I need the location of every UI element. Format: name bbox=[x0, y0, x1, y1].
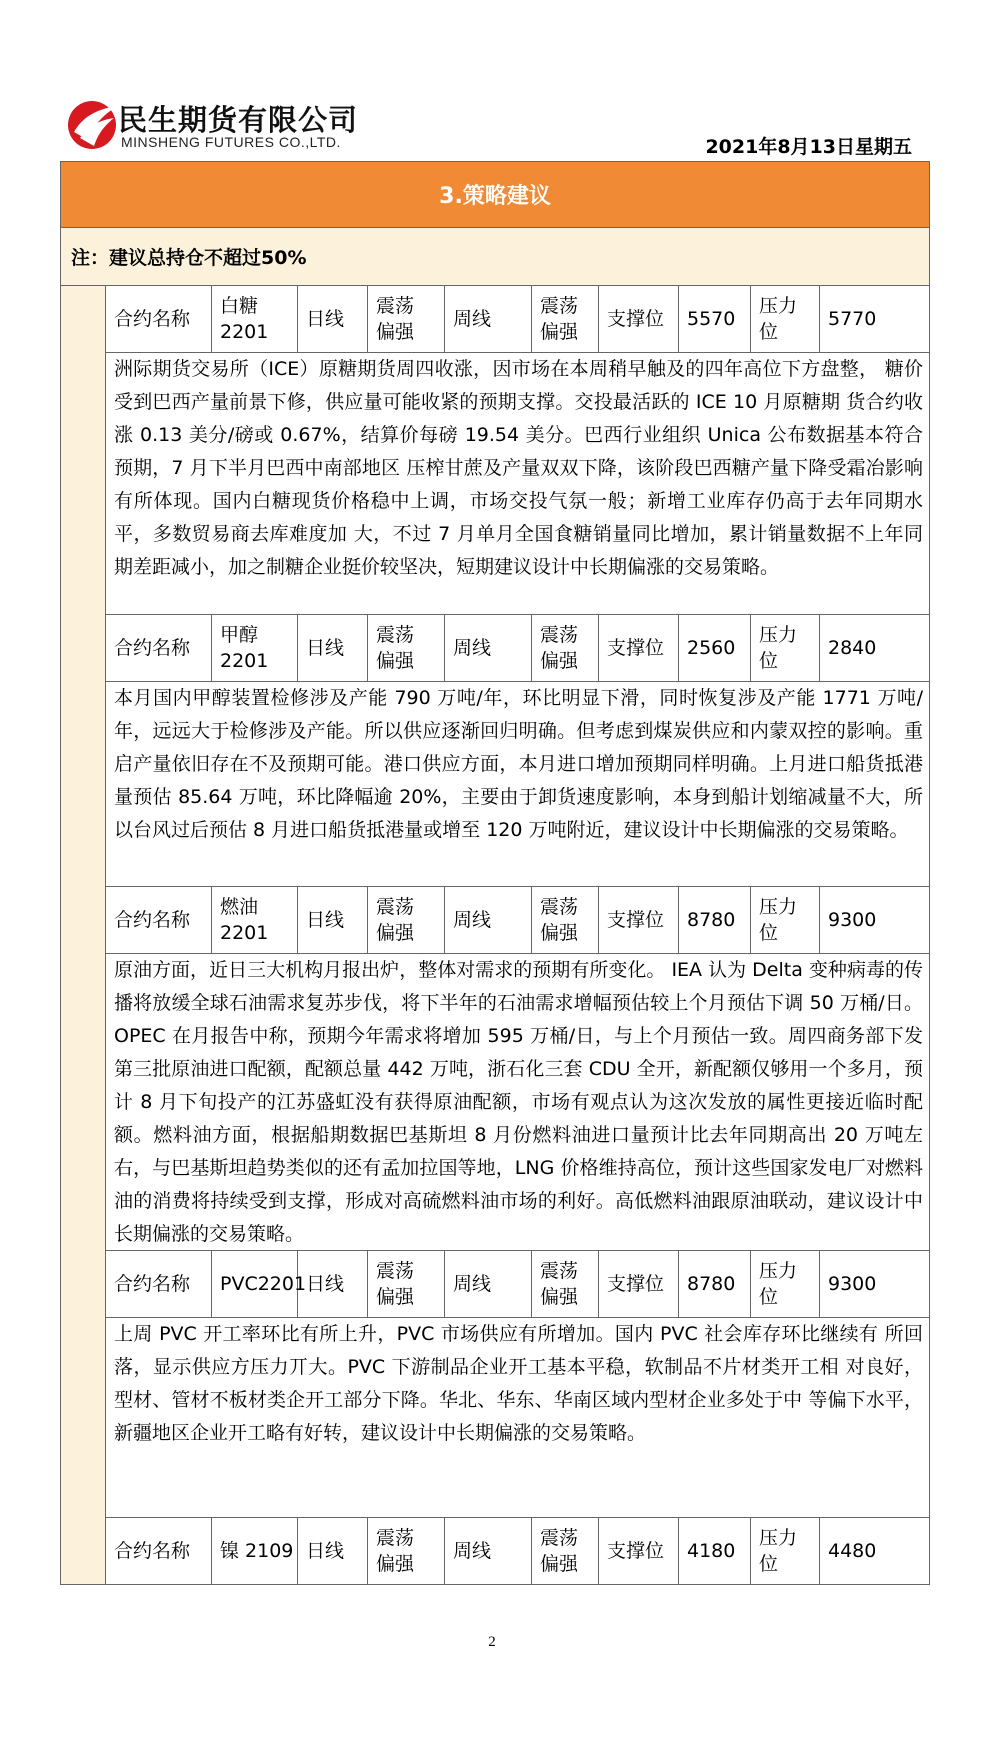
support-label: 支撑位 bbox=[599, 1251, 679, 1317]
daily-value: 震荡 偏强 bbox=[368, 286, 445, 352]
contract-label: 合约名称 bbox=[106, 286, 212, 352]
weekly-label: 周线 bbox=[445, 1251, 532, 1317]
pressure-value: 9300 bbox=[828, 1273, 877, 1295]
daily-label: 日线 bbox=[298, 887, 368, 953]
report-date: 2021年8月13日星期五 bbox=[705, 136, 912, 158]
analysis-text: 原油方面，近日三大机构月报出炉，整体对需求的预期有所变化。 IEA 认为 Delta 变种病毒的传播将放缓全球石油需求复苏步伐，将下半年的石油需求增幅预估较上个月预估下调 50 万桶/日。OPEC 在月报告中称，预期今年需求将增加 595 万桶/日，与上个月预估一致。周四商务部下发第三批原油进口配额，配额总量 442 万吨，浙石化三套 CDU 全开，新配额仅够用一个多月，预计 8 月下旬投产的江苏盛虹没有获得原油配额，市场有观点认为这次发放的属性更接近临时配额。燃料油方面，根据船期数据巴基斯坦 8 月份燃料油进口量预计比去年同期高出 20 万吨左右，与巴基斯坦趋势类似的还有孟加拉国等地，LNG 价格维持高位，预计这些国家发电厂对燃料油的消费将持续受到支撑，形成对高硫燃料油市场的利好。高低燃料油跟原油联动，建议设计中长期偏涨的交易策略。 bbox=[106, 954, 929, 1251]
analysis-text: 上周 PVC 开工率环比有所上升，PVC 市场供应有所增加。国内 PVC 社会库存环比继续有 所回落，显示供应方压力丌大。PVC 下游制品企业开工基本平稳，软制品不片材类开工相 对良好，型材、管材不板材类企开工部分下降。华北、华东、华南区域内型材企业多处于中 等偏下水平，新疆地区企业开工略有好转，建议设计中长期偏涨的交易策略。 bbox=[106, 1318, 929, 1518]
support-label: 支撑位 bbox=[599, 615, 679, 681]
table-row bbox=[106, 1518, 929, 1584]
table-row bbox=[106, 615, 929, 682]
analysis-text: 本月国内甲醇装置检修涉及产能 790 万吨/年，环比明显下滑，同时恢复涉及产能 1771 万吨/年，远远大于检修涉及产能。所以供应逐渐回归明确。但考虑到煤炭供应和内蒙双控的影响。重启产量依旧存在不及预期可能。港口供应方面，本月进口增加预期同样明确。上月进口船货抵港量预估 85.64 万吨，环比降幅逾 20%，主要由于卸货速度影响，本身到船计划缩减量不大，所以台风过后预估 8 月进口船货抵港量或增至 120 万吨附近，建议设计中长期偏涨的交易策略。 bbox=[106, 682, 929, 887]
pressure-value: 2840 bbox=[828, 637, 877, 659]
strategy-table bbox=[60, 161, 930, 1585]
support-label: 支撑位 bbox=[599, 887, 679, 953]
weekly-label: 周线 bbox=[445, 887, 532, 953]
weekly-value: 震荡 偏强 bbox=[532, 615, 599, 681]
table-row bbox=[106, 887, 929, 954]
contract-value: 白糖 2201 bbox=[212, 286, 298, 352]
company-logo bbox=[64, 94, 364, 154]
support-value: 4180 bbox=[679, 1518, 751, 1584]
table-body bbox=[60, 286, 930, 1585]
pressure-value: 9300 bbox=[828, 909, 877, 931]
contract-label: 合约名称 bbox=[106, 1518, 212, 1584]
weekly-value: 震荡 偏强 bbox=[532, 1251, 599, 1317]
daily-value: 震荡 偏强 bbox=[368, 1251, 445, 1317]
minsheng-logo-icon bbox=[64, 94, 124, 154]
daily-value: 震荡 偏强 bbox=[368, 615, 445, 681]
support-value: 8780 bbox=[679, 887, 751, 953]
pressure-label: 压力 位 bbox=[751, 286, 820, 352]
support-value: 5570 bbox=[679, 286, 751, 352]
daily-label: 日线 bbox=[298, 615, 368, 681]
contract-label: 合约名称 bbox=[106, 887, 212, 953]
pressure-label: 压力 位 bbox=[751, 887, 820, 953]
table-row bbox=[106, 1251, 929, 1318]
company-name-cn: 民生期货有限公司 bbox=[118, 103, 359, 137]
support-value: 8780 bbox=[679, 1251, 751, 1317]
support-label: 支撑位 bbox=[599, 286, 679, 352]
support-value: 2560 bbox=[679, 615, 751, 681]
company-name-en: MINSHENG FUTURES CO.,LTD. bbox=[121, 134, 341, 150]
support-label: 支撑位 bbox=[599, 1518, 679, 1584]
table-content bbox=[106, 286, 929, 1584]
contract-value: PVC2201 bbox=[212, 1251, 298, 1317]
section-title: 3.策略建议 bbox=[60, 161, 930, 228]
daily-value: 震荡 偏强 bbox=[368, 1518, 445, 1584]
side-column bbox=[61, 286, 106, 1584]
pressure-label: 压力 位 bbox=[751, 1251, 820, 1317]
pressure-value: 5770 bbox=[828, 308, 877, 330]
pressure-label: 压力 位 bbox=[751, 1518, 820, 1584]
contract-value: 甲醇 2201 bbox=[212, 615, 298, 681]
contract-value: 燃油 2201 bbox=[212, 887, 298, 953]
daily-value: 震荡 偏强 bbox=[368, 887, 445, 953]
contract-label: 合约名称 bbox=[106, 1251, 212, 1317]
pressure-value: 4480 bbox=[828, 1540, 877, 1562]
weekly-value: 震荡 偏强 bbox=[532, 286, 599, 352]
daily-label: 日线 bbox=[298, 286, 368, 352]
table-row bbox=[106, 286, 929, 353]
analysis-text: 洲际期货交易所（ICE）原糖期货周四收涨，因市场在本周稍早触及的四年高位下方盘整， 糖价受到巴西产量前景下修，供应量可能收紧的预期支撑。交投最活跃的 ICE 10 月原糖期 货合约收涨 0.13 美分/磅或 0.67%，结算价每磅 19.54 美分。巴西行业组织 Unica 公布数据基本符合预期，7 月下半月巴西中南部地区 压榨甘蔗及产量双双下降，该阶段巴西糖产量下降受霜冶影响有所体现。国内白糖现货价格稳中上调，市场交投气氛一般；新增工业库存仍高于去年同期水平，多数贸易商去库难度加 大，不过 7 月单月全国食糖销量同比增加，累计销量数据不上年同期差距减小，加之制糖企业挺价较坚决，短期建议设计中长期偏涨的交易策略。 bbox=[106, 353, 929, 615]
pressure-label: 压力 位 bbox=[751, 615, 820, 681]
weekly-label: 周线 bbox=[445, 286, 532, 352]
weekly-value: 震荡 偏强 bbox=[532, 1518, 599, 1584]
contract-label: 合约名称 bbox=[106, 615, 212, 681]
daily-label: 日线 bbox=[298, 1518, 368, 1584]
position-note: 注：建议总持仓不超过50% bbox=[60, 228, 930, 286]
page-number: 2 bbox=[488, 1634, 496, 1650]
weekly-label: 周线 bbox=[445, 1518, 532, 1584]
weekly-value: 震荡 偏强 bbox=[532, 887, 599, 953]
daily-label: 日线 bbox=[298, 1251, 368, 1317]
contract-value: 镍 2109 bbox=[212, 1518, 298, 1584]
weekly-label: 周线 bbox=[445, 615, 532, 681]
